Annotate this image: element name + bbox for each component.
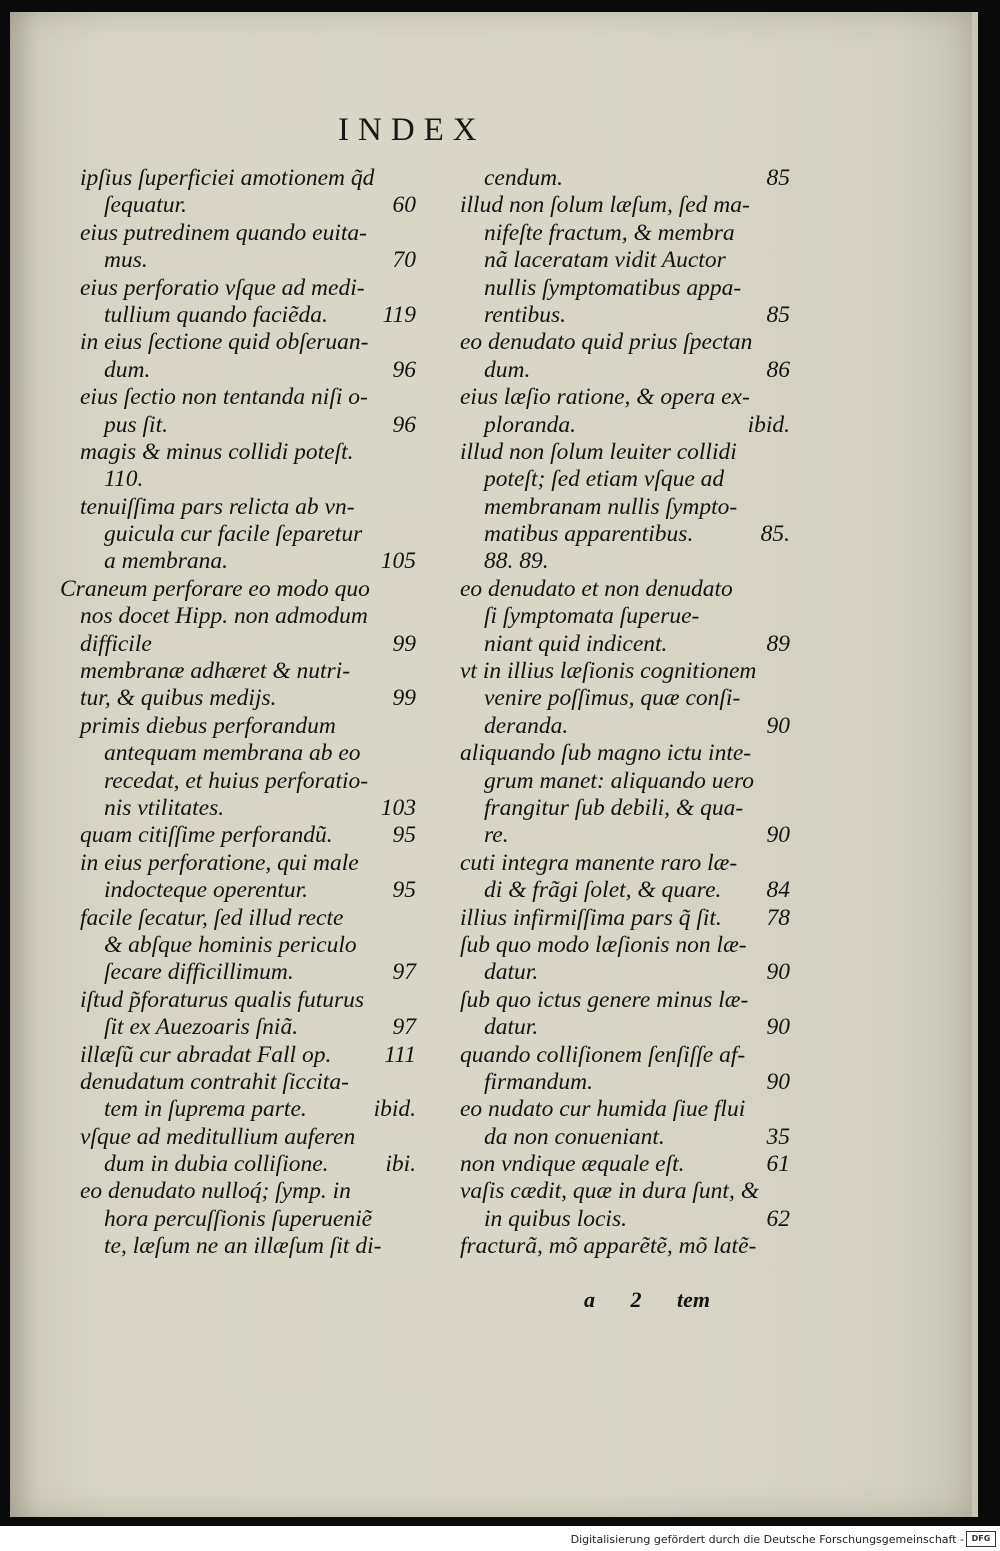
entry-text: in eius ſectione quid obſeruan- bbox=[80, 329, 369, 356]
index-entry-line bbox=[440, 795, 790, 822]
index-entry-line bbox=[440, 1178, 790, 1205]
entry-text: fracturã, mõ apparẽtẽ, mõ latẽ- bbox=[460, 1233, 757, 1260]
index-entry-line bbox=[440, 658, 790, 685]
page-edge bbox=[972, 12, 978, 1517]
page-reference: ibid. bbox=[747, 411, 790, 438]
index-entry-line bbox=[60, 302, 416, 329]
entry-text: denudatum contrahit ſiccita- bbox=[80, 1068, 349, 1095]
page-reference: 96 bbox=[392, 356, 416, 383]
entry-text: te, læſum ne an illæſum ſit di- bbox=[104, 1233, 382, 1260]
page-reference: 62 bbox=[766, 1205, 790, 1232]
entry-text: iſtud p̃foraturus qualis futurus bbox=[80, 986, 365, 1013]
page-reference: 84 bbox=[766, 877, 790, 904]
index-entry-line bbox=[60, 1069, 416, 1096]
signature-line bbox=[584, 1287, 740, 1313]
entry-text: illæſũ cur abradat Fall op. bbox=[80, 1041, 332, 1068]
entry-text: datur. bbox=[484, 959, 539, 986]
index-entry-line bbox=[440, 1151, 790, 1178]
entry-text: dum in dubia colliſione. bbox=[104, 1151, 329, 1178]
index-entry-line bbox=[60, 521, 416, 548]
entry-text: frangitur ſub debili, & qua- bbox=[484, 794, 744, 821]
page-reference: 90 bbox=[766, 1068, 790, 1095]
entry-text: hora percuſſionis ſuperueniẽ bbox=[104, 1205, 373, 1232]
index-entry-line bbox=[440, 1206, 790, 1233]
entry-text: magis & minus collidi poteſt. bbox=[80, 438, 354, 465]
index-entry-line bbox=[440, 494, 790, 521]
entry-text: membranam nullis ſympto- bbox=[484, 493, 738, 520]
entry-text: rentibus. bbox=[484, 301, 567, 328]
index-entry-line bbox=[440, 850, 790, 877]
entry-text: illius infirmiſſima pars q̃ ſit. bbox=[460, 904, 722, 931]
index-entry-line bbox=[440, 1233, 790, 1260]
entry-text: dum. bbox=[104, 356, 151, 383]
index-entry-line bbox=[440, 302, 790, 329]
index-entry-line bbox=[60, 548, 416, 575]
index-entry-line bbox=[60, 932, 416, 959]
index-column-right bbox=[440, 165, 790, 1261]
index-entry-line bbox=[440, 1069, 790, 1096]
index-entry-line bbox=[60, 466, 416, 493]
index-entry-line bbox=[60, 877, 416, 904]
page-reference: 61 bbox=[766, 1151, 790, 1178]
page-reference: 95 bbox=[392, 822, 416, 849]
index-entry-line bbox=[440, 165, 790, 192]
entry-text: ſecare difficillimum. bbox=[104, 959, 294, 986]
index-entry-line bbox=[440, 987, 790, 1014]
entry-text: eo denudato et non denudato bbox=[460, 575, 733, 602]
index-column-left bbox=[60, 165, 416, 1261]
entry-text: Craneum perforare eo modo quo bbox=[60, 575, 370, 602]
index-entry-line bbox=[60, 1096, 416, 1123]
entry-text: tullium quando faciẽda. bbox=[104, 301, 328, 328]
entry-text: grum manet: aliquando uero bbox=[484, 767, 755, 794]
page-reference: 90 bbox=[766, 959, 790, 986]
entry-text: eius ſectio non tentanda niſi o- bbox=[80, 384, 368, 411]
entry-text: in eius perforatione, qui male bbox=[80, 849, 359, 876]
index-entry-line bbox=[440, 713, 790, 740]
index-entry-line bbox=[60, 384, 416, 411]
index-entry-line bbox=[440, 1014, 790, 1041]
index-entry-line bbox=[60, 275, 416, 302]
index-entry-line bbox=[440, 1124, 790, 1151]
index-entry-line bbox=[440, 521, 790, 548]
dfg-logo-icon: DFG bbox=[966, 1531, 996, 1547]
index-entry-line bbox=[60, 1014, 416, 1041]
entry-text: antequam membrana ab eo bbox=[104, 740, 361, 767]
index-entry-line bbox=[60, 713, 416, 740]
index-entry-line bbox=[60, 329, 416, 356]
index-entry-line bbox=[60, 192, 416, 219]
page-reference: 105 bbox=[380, 548, 416, 575]
index-entry-line bbox=[440, 877, 790, 904]
entry-text: primis diebus perforandum bbox=[80, 712, 336, 739]
entry-text: eo denudato quid prius ſpectan bbox=[460, 329, 753, 356]
page-reference: 60 bbox=[392, 192, 416, 219]
entry-text: eius læſio ratione, & opera ex- bbox=[460, 384, 750, 411]
page-reference: 35 bbox=[766, 1123, 790, 1150]
page-reference: 111 bbox=[384, 1041, 416, 1068]
entry-text: tur, & quibus medijs. bbox=[80, 685, 277, 712]
index-entry-line bbox=[440, 357, 790, 384]
entry-text: quando colliſionem ſenſiſſe af- bbox=[460, 1041, 746, 1068]
entry-text: ſi ſymptomata ſuperue- bbox=[484, 603, 700, 630]
signature-number: 2 bbox=[630, 1287, 642, 1312]
index-entry-line bbox=[60, 740, 416, 767]
entry-text: indocteque operentur. bbox=[104, 877, 309, 904]
entry-text: membranæ adhæret & nutri- bbox=[80, 658, 351, 685]
entry-text: vt in illius læſionis cognitionem bbox=[460, 658, 757, 685]
page-reference: ibid. bbox=[373, 1096, 416, 1123]
index-entry-line bbox=[60, 631, 416, 658]
index-entry-line bbox=[60, 795, 416, 822]
index-entry-line bbox=[60, 987, 416, 1014]
entry-text: ſequatur. bbox=[104, 192, 187, 219]
entry-text: mus. bbox=[104, 247, 148, 274]
page-reference: 95 bbox=[392, 877, 416, 904]
entry-text: nis vtilitates. bbox=[104, 794, 225, 821]
entry-text: ploranda. bbox=[484, 411, 577, 438]
entry-text: deranda. bbox=[484, 712, 569, 739]
entry-text: nã laceratam vidit Auctor bbox=[484, 247, 726, 274]
entry-text: venire poſſimus, quæ conſi- bbox=[484, 685, 741, 712]
index-entry-line bbox=[440, 192, 790, 219]
entry-text: in quibus locis. bbox=[484, 1205, 627, 1232]
index-entry-line bbox=[60, 576, 416, 603]
entry-text: cendum. bbox=[484, 165, 563, 191]
index-entry-line bbox=[60, 439, 416, 466]
page-reference: 89 bbox=[766, 630, 790, 657]
page-reference: 90 bbox=[766, 712, 790, 739]
index-entry-line bbox=[440, 548, 790, 575]
page-reference: 85 bbox=[766, 165, 790, 191]
page-reference: 86 bbox=[766, 356, 790, 383]
entry-text: 110. bbox=[104, 466, 144, 493]
index-entry-line bbox=[440, 247, 790, 274]
entry-text: re. bbox=[484, 822, 509, 849]
entry-text: recedat, et huius perforatio- bbox=[104, 767, 369, 794]
entry-text: di & frãgi ſolet, & quare. bbox=[484, 877, 722, 904]
entry-text: nifeſte fractum, & membra bbox=[484, 219, 735, 246]
entry-text: da non conueniant. bbox=[484, 1123, 665, 1150]
index-entry-line bbox=[440, 905, 790, 932]
index-entry-line bbox=[60, 603, 416, 630]
index-entry-line bbox=[440, 412, 790, 439]
index-entry-line bbox=[440, 329, 790, 356]
entry-text: nos docet Hipp. non admodum bbox=[80, 603, 368, 630]
page-reference: 119 bbox=[382, 301, 416, 328]
index-entry-line bbox=[60, 412, 416, 439]
index-entry-line bbox=[440, 1096, 790, 1123]
entry-text: 88. 89. bbox=[484, 548, 549, 575]
index-entry-line bbox=[60, 768, 416, 795]
index-entry-line bbox=[440, 740, 790, 767]
index-entry-line bbox=[440, 932, 790, 959]
page-reference: 103 bbox=[380, 794, 416, 821]
page-reference: ibi. bbox=[385, 1151, 416, 1178]
entry-text: ſub quo modo læſionis non læ- bbox=[460, 931, 747, 958]
entry-text: aliquando ſub magno ictu inte- bbox=[460, 740, 752, 767]
index-entry-line bbox=[440, 959, 790, 986]
page-reference: 85. bbox=[760, 521, 790, 548]
index-entry-line bbox=[440, 1042, 790, 1069]
entry-text: ſit ex Auezoaris ſniã. bbox=[104, 1014, 299, 1041]
index-entry-line bbox=[440, 220, 790, 247]
index-entry-line bbox=[440, 768, 790, 795]
index-entry-line bbox=[440, 384, 790, 411]
index-entry-line bbox=[60, 850, 416, 877]
index-entry-line bbox=[60, 1151, 416, 1178]
entry-text: cuti integra manente raro læ- bbox=[460, 849, 738, 876]
index-entry-line bbox=[440, 631, 790, 658]
index-entry-line bbox=[60, 1042, 416, 1069]
index-entry-line bbox=[60, 220, 416, 247]
entry-text: & abſque hominis periculo bbox=[104, 931, 357, 958]
index-entry-line bbox=[60, 658, 416, 685]
index-entry-line bbox=[60, 959, 416, 986]
page-reference: 78 bbox=[766, 904, 790, 931]
entry-text: quam citiſſime perforandũ. bbox=[80, 822, 333, 849]
index-entry-line bbox=[440, 275, 790, 302]
index-entry-line bbox=[440, 576, 790, 603]
footer-credit: Digitalisierung gefördert durch die Deutsche Forschungsgemeinschaft - bbox=[570, 1533, 964, 1546]
index-entry-line bbox=[60, 905, 416, 932]
page-reference: 99 bbox=[392, 630, 416, 657]
page-reference: 90 bbox=[766, 822, 790, 849]
entry-text: ſub quo ictus genere minus læ- bbox=[460, 986, 749, 1013]
entry-text: illud non ſolum læſum, ſed ma- bbox=[460, 192, 750, 219]
index-entry-line bbox=[60, 1206, 416, 1233]
page-reference: 70 bbox=[392, 247, 416, 274]
entry-text: tem in ſuprema parte. bbox=[104, 1096, 307, 1123]
index-entry-line bbox=[60, 685, 416, 712]
running-header: INDEX bbox=[338, 112, 486, 148]
index-entry-line bbox=[60, 822, 416, 849]
entry-text: datur. bbox=[484, 1014, 539, 1041]
digitization-footer bbox=[0, 1526, 1000, 1551]
entry-text: difficile bbox=[80, 630, 152, 657]
index-entry-line bbox=[440, 603, 790, 630]
entry-text: non vndique æquale eſt. bbox=[460, 1151, 685, 1178]
entry-text: ipſius ſuperficiei amotionem q̃d bbox=[80, 165, 375, 191]
index-entry-line bbox=[60, 165, 416, 192]
index-entry-line bbox=[440, 466, 790, 493]
entry-text: nullis ſymptomatibus appa- bbox=[484, 274, 742, 301]
index-entry-line bbox=[440, 685, 790, 712]
entry-text: vſque ad meditullium auferen bbox=[80, 1123, 356, 1150]
signature-mark: a bbox=[584, 1287, 595, 1312]
index-entry-line bbox=[60, 247, 416, 274]
entry-text: facile ſecatur, ſed illud recte bbox=[80, 904, 344, 931]
entry-text: eius putredinem quando euita- bbox=[80, 219, 367, 246]
entry-text: poteſt; ſed etiam vſque ad bbox=[484, 466, 725, 493]
index-entry-line bbox=[440, 439, 790, 466]
entry-text: eo nudato cur humida ſiue flui bbox=[460, 1096, 746, 1123]
entry-text: eo denudato nulloq́; ſymp. in bbox=[80, 1178, 351, 1205]
entry-text: pus ſit. bbox=[104, 411, 168, 438]
entry-text: matibus apparentibus. bbox=[484, 521, 694, 548]
entry-text: dum. bbox=[484, 356, 531, 383]
page-reference: 97 bbox=[392, 959, 416, 986]
page-reference: 97 bbox=[392, 1014, 416, 1041]
entry-text: guicula cur facile ſeparetur bbox=[104, 521, 363, 548]
page-reference: 85 bbox=[766, 301, 790, 328]
entry-text: vaſis cædit, quæ in dura ſunt, & bbox=[460, 1178, 759, 1205]
entry-text: illud non ſolum leuiter collidi bbox=[460, 438, 737, 465]
entry-text: niant quid indicent. bbox=[484, 630, 668, 657]
index-entry-line bbox=[60, 1233, 416, 1260]
entry-text: tenuiſſima pars relicta ab vn- bbox=[80, 493, 355, 520]
entry-text: eius perforatio vſque ad medi- bbox=[80, 274, 365, 301]
entry-text: a membrana. bbox=[104, 548, 229, 575]
page-reference: 90 bbox=[766, 1014, 790, 1041]
catchword: tem bbox=[677, 1287, 710, 1312]
index-entry-line bbox=[440, 822, 790, 849]
index-entry-line bbox=[60, 1124, 416, 1151]
entry-text: firmandum. bbox=[484, 1068, 594, 1095]
index-entry-line bbox=[60, 1178, 416, 1205]
page-reference: 99 bbox=[392, 685, 416, 712]
index-entry-line bbox=[60, 494, 416, 521]
index-entry-line bbox=[60, 357, 416, 384]
page-reference: 96 bbox=[392, 411, 416, 438]
